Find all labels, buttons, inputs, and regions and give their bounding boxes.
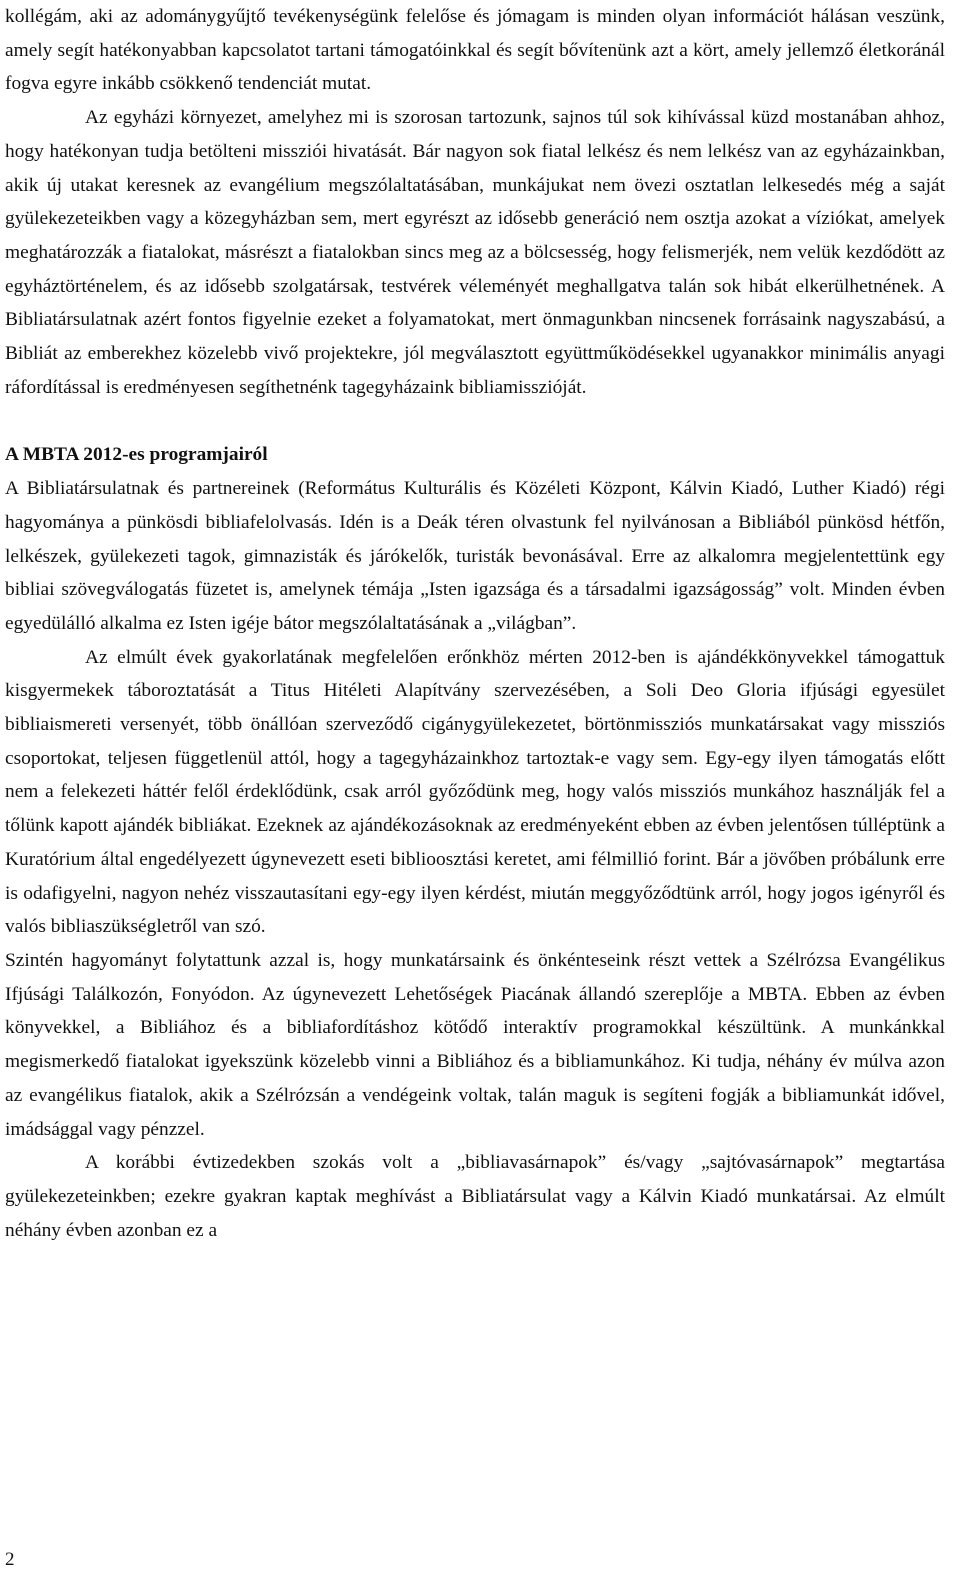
- paragraph-szelrozsa-meeting: Szintén hagyományt folytattunk azzal is, hogy munkatársaink és önkénteseink részt vettek a Szélrózsa Evangélikus Ifjúsági Találkozón, Fonyódon. Az úgynevezett Lehetőségek Piacának állandó szereplője a MBTA. Ebben az évben könyvekkel, a Bibliához és a bibliafordításhoz kötődő interaktív programokkal készültünk. A munkánkkal megismerkedő fiatalokat igyekszünk közelebb vinni a Bibliához és a bibliamunkához. Ki tudja, néhány év múlva azon az evangélikus fiatalok, akik a Szélrózsán a vendégeink voltak, talán maguk is segíteni fogják a bibliamunkát idővel, imádsággal vagy pénzzel.: [5, 949, 945, 1140]
- paragraph-gift-bibles: Az elmúlt évek gyakorlatának megfelelően erőnkhöz mérten 2012-ben is ajándékkönyvekkel támogattuk kisgyermekek táboroztatását a Titus Hitéleti Alapítvány szervezésében, a Soli Deo Gloria ifjúsági egyesület bibliaismereti versenyét, több önállóan szerveződő cigánygyülekezetet, börtönmissziós munkatársakat vagy missziós csoportokat, teljesen függetlenül attól, hogy a tagegyházainkhoz tartoztak-e vagy sem. Egy-egy ilyen támogatás előtt nem a felekezeti háttér felől érdeklődünk, csak arról győződünk meg, hogy valós missziós munkához használják fel a tőlünk kapott ajándék bibliákat. Ezeknek az ajándékozásoknak az eredményeként ebben az évben jelentősen túlléptünk a Kuratórium által engedélyezett úgynevezett eseti biblioosztási keretet, ami félmillió forint. Bár a jövőben próbálunk erre is odafigyelni, nagyon nehéz visszautasítani egy-egy ilyen kérdést, miután meggyőződtünk arról, hogy jogos igényről és valós bibliaszükségletről van szó.: [5, 646, 945, 938]
- paragraph-bible-sundays: A korábbi évtizedekben szokás volt a „bibliavasárnapok” és/vagy „sajtóvasárnapok” megtartása gyülekezeteinkben; ezekre gyakran kaptak meghívást a Bibliatársulat vagy a Kálvin Kiadó munkatársai. Az elmúlt néhány évben azonban ez a: [5, 1152, 945, 1241]
- page-number: 2: [5, 1549, 15, 1570]
- document-page: [5, 0, 945, 1247]
- section-heading: A MBTA 2012-es programjairól: [5, 444, 268, 466]
- paragraph-church-environment: Az egyházi környezet, amelyhez mi is szorosan tartozunk, sajnos túl sok kihívással küzd mostanában ahhoz, hogy hatékonyan tudja betölteni missziói hivatását. Bár nagyon sok fiatal lelkész és nem lelkész van az egyházainkban, akik új utakat keresnek az evangélium megszólaltatásában, munkájukat nem övezi osztatlan lelkesedés még a saját gyülekezeteikben vagy a közegyházban sem, mert egyrészt az idősebb generáció nem osztja azokat a víziókat, amelyek meghatározzák a fiatalokat, másrészt a fiatalokban sincs meg az a bölcsesség, hogy felismerjék, nem velük kezdődött az egyháztörténelem, és az idősebb szolgatársak, testvérek véleményét meghallgatva talán sok hibát elkerülhetnének. A Bibliatársulatnak azért fontos figyelnie ezeket a folyamatokat, mert önmagunkban nincsenek forrásaink nagyszabású, a Bibliát az emberekhez közelebb vivő projektekre, jól megválasztott együttműködésekkel ugyanakkor minimális anyagi ráfordítással is eredményesen segíthetnénk tagegyházaink bibliamisszióját.: [5, 107, 945, 398]
- paragraph-intro-continuation: kollégám, aki az adománygyűjtő tevékenységünk felelőse és jómagam is minden olyan információt hálásan veszünk, amely segít hatékonyabban kapcsolatot tartani támogatóinkkal és segít bővítenünk azt a kört, amely jellemző életkoránál fogva egyre inkább csökkenő tendenciát mutat.: [5, 6, 945, 95]
- paragraph-pentecost-reading: A Bibliatársulatnak és partnereinek (Református Kulturális és Közéleti Központ, Kálvin Kiadó, Luther Kiadó) régi hagyománya a pünkösdi bibliafelolvasás. Idén is a Deák téren olvastunk fel nyilvánosan a Bibliából pünkösd hétfőn, lelkészek, gyülekezeti tagok, gimnazisták és járókelők, turisták bevonásával. Erre az alkalomra megjelentettünk egy bibliai szövegválogatás füzetet is, amelynek témája „Isten igazsága és a társadalmi igazságosság” volt. Minden évben egyedülálló alkalma ez Isten igéje bátor megszólaltatásának a „világban”.: [5, 478, 945, 634]
